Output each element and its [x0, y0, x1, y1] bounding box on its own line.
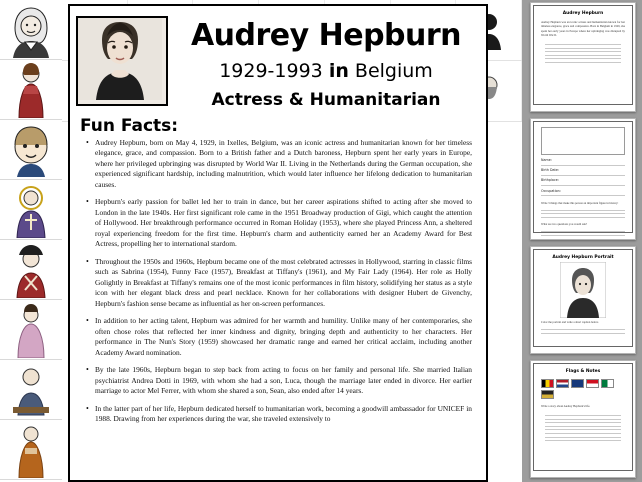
caption-prompt: Color the portrait and write a short caption below.	[541, 320, 599, 324]
writing-line	[541, 210, 625, 211]
sheet-title: Flags & Notes	[565, 369, 601, 374]
writing-line	[545, 55, 621, 56]
audrey-hepburn-portrait	[76, 16, 168, 106]
writing-line	[545, 62, 621, 63]
writing-line	[541, 195, 625, 196]
answer-lines	[536, 410, 630, 445]
biography-profile-worksheet[interactable]	[530, 118, 636, 240]
flag-icon	[586, 379, 599, 388]
seated-figure-icon	[0, 360, 62, 420]
writing-line	[545, 48, 621, 49]
biography-poster	[68, 4, 488, 482]
writing-line	[541, 213, 625, 214]
page-title: Audrey Hepburn	[190, 18, 462, 53]
decorative-left-column	[0, 0, 62, 482]
writing-line	[541, 329, 625, 330]
field-label: Birth Date:	[541, 168, 559, 173]
saint-figure-icon	[0, 180, 62, 240]
writing-line	[545, 437, 621, 438]
writing-line	[545, 415, 621, 416]
worksheet-sidebar	[524, 0, 642, 482]
life-years-line	[174, 60, 478, 82]
in-word: in	[328, 59, 349, 82]
writing-line	[541, 231, 625, 232]
poster-header	[70, 6, 486, 110]
question-label: What are two questions you would ask?	[541, 222, 588, 227]
writing-prompt: Write a story about Audrey Hepburn's life.	[541, 404, 591, 408]
field-label: Name:	[541, 158, 552, 162]
title-block	[168, 12, 478, 110]
flag-icon	[601, 379, 614, 388]
writing-line	[545, 51, 621, 52]
writing-line	[541, 217, 625, 218]
sheet-border	[533, 5, 633, 105]
sheet-border	[533, 249, 633, 347]
flag-icon	[541, 390, 554, 399]
caricature-face-icon	[0, 120, 62, 180]
list-item: • In the latter part of her life, Hepburn dedicated herself to humanitarian work, becoming a goodwill ambassador for UNICEF in 1988. Drawing from her experiences during the war, she traveled extensively to	[86, 404, 472, 425]
portrait-placeholder	[541, 127, 625, 155]
flag-icon	[541, 379, 554, 388]
writing-line	[541, 185, 625, 186]
section-heading: Fun Facts:	[80, 115, 179, 136]
sheet-title: Audrey Hepburn	[562, 11, 604, 16]
writing-line	[545, 422, 621, 423]
writing-line	[545, 44, 621, 45]
writing-line	[541, 165, 625, 166]
writing-line	[545, 433, 621, 434]
sheet-border	[533, 121, 633, 233]
fun-facts-list	[70, 138, 486, 425]
writing-line	[545, 58, 621, 59]
country: Belgium	[354, 59, 433, 82]
portrait-coloring-worksheet[interactable]	[530, 246, 636, 354]
flag-icon	[571, 379, 584, 388]
colonial-soldier-icon	[0, 240, 62, 300]
flag-icon	[556, 379, 569, 388]
writing-line	[545, 429, 621, 430]
sheet-title: Audrey Hepburn Portrait	[552, 255, 614, 260]
woman-in-gown-icon	[0, 300, 62, 360]
writing-line	[545, 426, 621, 427]
sheet-border	[533, 363, 633, 471]
role-subtitle: Actress & Humanitarian	[211, 89, 441, 110]
field-label: Occupation:	[541, 188, 561, 193]
flag-row	[536, 376, 630, 402]
answer-lines	[536, 39, 630, 67]
wigged-man-portrait-icon	[0, 0, 62, 60]
list-item: • Audrey Hepburn, born on May 4, 1929, in Ixelles, Belgium, was an iconic actress and humanitarian known for her timeless elegance, grace, and compassion. Born to a British father and a Dutch baroness, Hepburn spent her early years in Europe, where her privileged upbringing was disrupted by World War II. Living in the Netherlands during the German occupation, she experienced significant hardship, including malnutrition, which would later influence her lifelong dedication to humanitarian causes.	[86, 138, 472, 191]
list-item: • By the late 1960s, Hepburn began to step back from acting to focus on her family and personal life. She married Italian psychiatrist Andrea Dotti in 1969, with whom she had a son, Luca, though the marriage later ended in divorce. Her earlier marriage to actor Mel Ferrer, with whom she shared a son, Sean, also ended after 14 years.	[86, 365, 472, 397]
writing-line	[545, 440, 621, 441]
list-item: • In addition to her acting talent, Hepburn was admired for her warmth and humility. Unlike many of her contemporaries, she often chose roles that reflected her inner kindness and dignity, bringing depth and authenticity to her characters. Her performance in The Nun's Story (1959) showcased her dramatic range and earned her critical acclaim, including another Academy Award nomination.	[86, 316, 472, 358]
writing-line	[541, 333, 625, 334]
writing-line	[545, 419, 621, 420]
reading-passage-worksheet[interactable]	[530, 2, 636, 112]
writing-line	[541, 235, 625, 236]
life-years: 1929-1993	[219, 59, 323, 82]
list-item: • Hepburn's early passion for ballet led her to train in dance, but her career aspirations shifted to acting after she moved to London in the late 1940s. Her first significant role came in the 1951 Broadway production of Gigi, which caught the attention of Hollywood. Her breakthrough performance occurred in Roman Holiday (1953), where she played Princess Ann, a sheltered royal experiencing freedom for the first time. Hepburn's charm and authenticity earned her an Academy Award for Best Actress, propelling her to international stardom.	[86, 197, 472, 250]
sheet-body: Audrey Hepburn was an iconic actress and humanitarian known for her timeless elegance, grace and compassion. Born in Belgium in 1929, she spent her early years in Europe where her upbringing was disrupted by World War II.	[541, 20, 625, 38]
portrait-outline	[536, 262, 630, 318]
field-label: Birthplace:	[541, 178, 559, 183]
victorian-woman-icon	[0, 60, 62, 120]
writing-line	[541, 175, 625, 176]
list-item: • Throughout the 1950s and 1960s, Hepburn became one of the most celebrated actresses in Hollywood, starring in classic films such as Sabrina (1954), Funny Face (1957), Breakfast at Tiffany's (1961), and My Fair Lady (1964). Her role as Holly Golightly in Breakfast at Tiffany's remains one of the most iconic performances in film history, solidifying her status as a style icon with her elegant black dress and pearl necklace. Known for her collaborations with designer Hubert de Givenchy, Hepburn's fashion sense became as influential as her on-screen performances.	[86, 257, 472, 310]
prompt-text: Write 3 things that make this person an important figure in history:	[541, 200, 619, 205]
standing-woman-icon	[0, 420, 62, 480]
flags-and-notes-worksheet[interactable]	[530, 360, 636, 478]
